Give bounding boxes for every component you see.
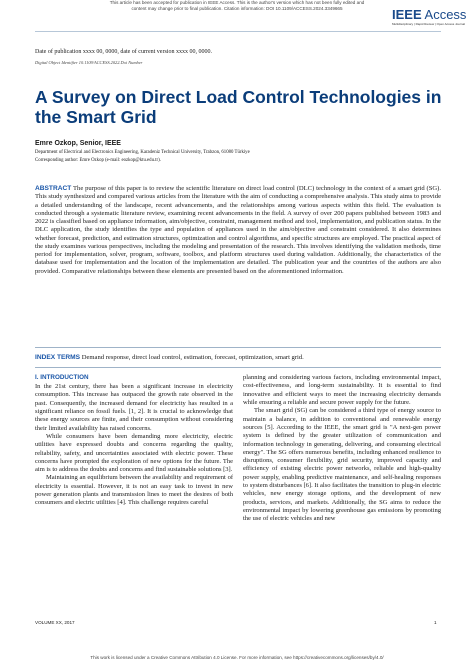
author-affiliation: Department of Electrical and Electronics Engineering, Karadeniz Technical University, Trabzon, 61080 Türkiye [35, 150, 250, 155]
intro-paragraph-3: Maintaining an equilibrium between the availability and requirement of electricity is essential. However, it is not an easy task to invest in new power generation plants and transmission lines to meet the desires of both consumers and electric utilities [4]. This challenge requires careful [35, 474, 233, 507]
publication-date: Date of publication xxxx 00, 0000, date of current version xxxx 00, 0000. [35, 49, 212, 55]
paper-title: A Survey on Direct Load Control Technologies in the Smart Grid [35, 87, 442, 127]
banner-line-2: content may change prior to final publication. Citation information: DOI 10.1109/ACCESS.2024.3349665 [131, 6, 343, 11]
license-notice: This work is licensed under a Creative Commons Attribution 4.0 License. For more information, see https://creativecommons.org/licenses/by/4.0/ [90, 655, 384, 660]
intro-paragraph-4: The smart grid (SG) can be considered a third type of energy source to maintain a balance, in addition to conventional and renewable energy sources [5]. According to the IEEE, the smart grid is "A next-gen power system is defined by the greater utilization of communication and information technology in generating, delivering, and consuming electrical energy". The SG offers numerous benefits, including enhanced resilience to disruptions, consumer flexibility, grid security, improved capacity and efficiency of existing electric power networks, reliable and high-quality power supply, enabling predictive maintenance, and self-healing responses to system disturbances [6]. It also facilitates the transition to plug-in electric vehicles, new energy storage options, and the development of new products, services, and markets. Additionally, the SG aims to reduce the environmental impact by lowering greenhouse gas emissions by promoting the use of electric vehicles and new [243, 407, 441, 523]
abstract-label: ABSTRACT [35, 185, 72, 192]
section-heading-introduction: I. INTRODUCTION [35, 374, 89, 381]
corresponding-author: Corresponding author: Emre Ozkop (e-mail: eozkop@ktu.edu.tr). [35, 158, 161, 163]
banner-line-1: This article has been accepted for publication in IEEE Access. This is the author's version which has not been fully edited and [109, 0, 365, 5]
index-terms-text: Demand response, direct load control, estimation, forecast, optimization, smart grid. [81, 354, 304, 361]
index-terms-label: INDEX TERMS [35, 354, 81, 361]
intro-paragraph-2: While consumers have been demanding more electricity, electric utilities have expressed doubts and concerns regarding the quality, reliability, safety, and uncertainties associated with electric power. These concerns have prompted the exploration of new options for the future. The aim is to address the doubts and concerns and find sustainable solutions [3]. [35, 432, 233, 474]
abstract-text: The purpose of this paper is to review the scientific literature on direct load control (DLC) technology in the context of a smart grid (SG). This study synthesized and compared various articles from the literature with the aim of conducting a comprehensive analysis. This study aims to provide a detailed understanding of the landscape, recent advancements, and the relationships among various aspects within this field. The evaluation is conducted through a systematic literature review, examining recent advancements in the field. A survey of over 200 papers published between 1983 and 2022 is classified based on appliance information, aim/objective, constraint, management method and tool, implementation, and publication status. In the DLC application, the study identifies the type and population of appliances used in the aim/objective and constraint considered. It also determines whether forecast, prediction, and estimation structures, optimization and control algorithms, and specific structures are employed. The practical aspect of the study examines various perspectives, including the modeling and presentation of the research. This involves identifying the validation methods, time period for implementation, solver, program, software, toolbox, and platform structures used during validation. Additionally, the characteristics of the database used for implementation and the location of the implementation are detailed. The publication year and the countries of the authors are also provided. Comparative relationships between these elements are presented based on the aforementioned information. [35, 185, 441, 275]
header-divider [35, 31, 441, 32]
doi-identifier: Digital Object Identifier 10.1109/ACCESS.2022.Doi Number [35, 60, 143, 65]
right-column [243, 374, 441, 524]
author-name: Emre Ozkop, Senior, IEEE [35, 140, 121, 147]
volume-footer: VOLUME XX, 2017 [35, 620, 75, 625]
left-column [35, 374, 233, 508]
intro-paragraph-3-continued: planning and considering various factors, including environmental impact, cost-effectiveness, and long-term sustainability. It is essential to find innovative and efficient ways to meet the increasing electricity demands while ensuring a reliable and secure power supply for the future. [243, 374, 441, 406]
abstract-divider [35, 347, 441, 348]
index-terms-divider [35, 367, 441, 368]
ieee-access-logo [392, 7, 467, 26]
page-number: 1 [434, 620, 437, 625]
index-terms [35, 354, 441, 362]
logo-tagline: Multidisciplinary | Rapid Review | Open Access Journal [392, 22, 465, 26]
intro-paragraph-1: In the 21st century, there has been a significant increase in electricity consumption. This increase has outpaced the growth rate observed in the past. Consequently, the increased demand for electricity has resulted in a significant reliance on fossil fuels. [1, 2]. It is crucial to acknowledge that these energy sources are finite, and their consumption without considering their limited availability has raised concerns. [35, 383, 233, 432]
abstract [35, 185, 441, 276]
logo-wordmark: IEEE Access [392, 7, 467, 22]
